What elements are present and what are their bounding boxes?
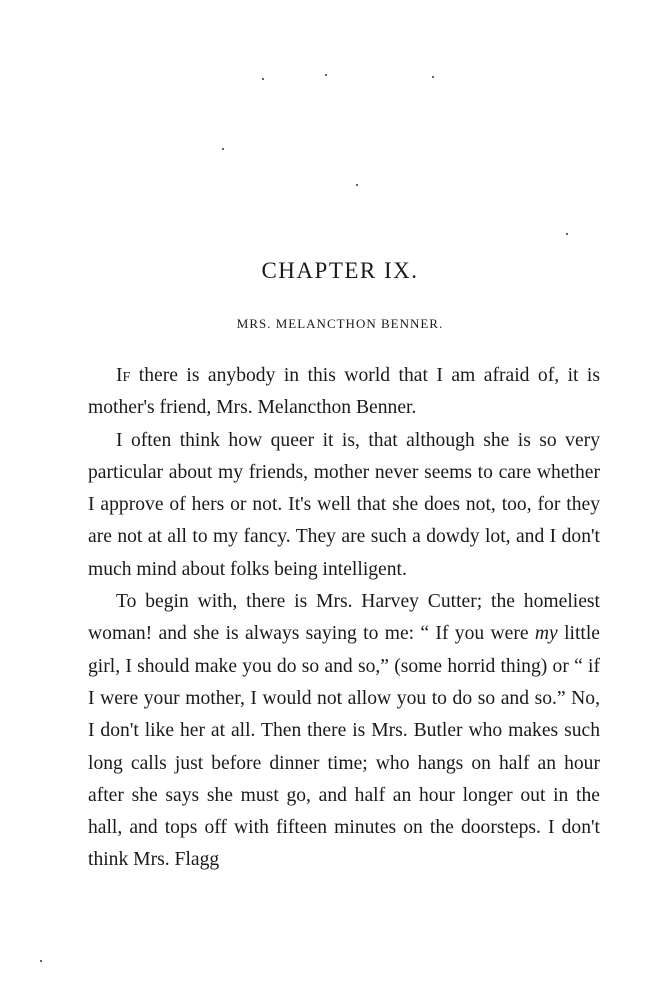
paragraph-text: little girl, I should make you do so and so,” (some horrid thing) or “ if I were your mother, I would not allow you to do so and so.” No, I don't like her at all. Then there is Mrs. Butler who makes such long calls just before dinner time; who hangs on half an hour after she says she must go, and half an hour longer out in the hall, and tops off with fifteen minutes on the doorsteps. I don't think Mrs. Flagg	[88, 623, 600, 871]
paragraph-text: To begin with, there is Mrs. Harvey Cutter; the homeliest woman! and she is always saying to me: “ If you were	[88, 591, 600, 645]
chapter-heading: CHAPTER IX.	[261, 258, 419, 283]
print-speck	[222, 148, 224, 150]
print-speck	[262, 78, 264, 80]
print-speck	[356, 184, 358, 186]
chapter-body	[88, 360, 600, 877]
print-speck	[432, 76, 434, 78]
chapter-subtitle: MRS. MELANCTHON BENNER.	[236, 316, 444, 331]
print-speck	[566, 233, 568, 235]
paragraph-text: there is anybody in this world that I am afraid of, it is mother's friend, Mrs. Melancthon Benner.	[88, 365, 600, 419]
paragraph	[88, 586, 600, 877]
print-speck	[325, 74, 327, 76]
print-speck	[40, 960, 42, 962]
emphasis-word: my	[534, 623, 558, 645]
dropcap-word: If	[116, 365, 131, 386]
paragraph	[88, 360, 600, 425]
paragraph: I often think how queer it is, that although she is so very particular about my friends, mother never seems to care whether I approve of hers or not. It's well that she does not, too, for they are not at all to my fancy. They are such a dowdy lot, and I don't much mind about folks being intelligent.	[88, 429, 600, 580]
